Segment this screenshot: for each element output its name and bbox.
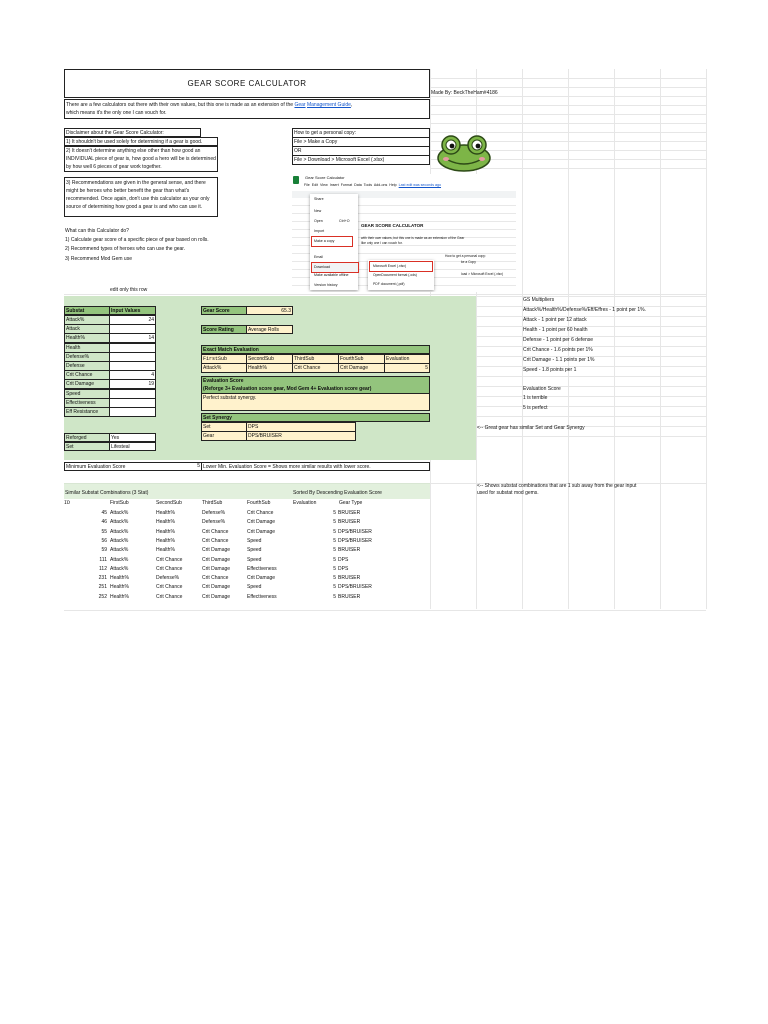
similar-cell: Crit Damage: [202, 556, 231, 563]
multipliers-title: GS Multipliers: [523, 297, 555, 303]
sheets-icon: [293, 176, 299, 184]
made-by: Made By: BeckTheHam#4186: [431, 90, 498, 96]
score-rating-label: Score Rating: [201, 325, 247, 334]
similar-cell: Speed: [247, 537, 262, 544]
substat-label: Crit Chance: [64, 370, 110, 380]
min-eval-label: Minimum Evaluation Score: [64, 462, 202, 471]
similar-cell: 56: [101, 537, 107, 544]
similar-cell: Crit Chance: [156, 593, 183, 600]
similar-note-2: used for substat mod gems.: [477, 490, 539, 496]
similar-cell: 5: [333, 593, 336, 600]
intro-suffix: , which means it's the only one I can vouch for.: [66, 102, 353, 116]
similar-cell: Crit Chance: [156, 565, 183, 572]
similar-cell: Crit Damage: [202, 565, 231, 572]
similar-cell: Health%: [110, 593, 129, 600]
exact-header-2: SecondSub: [246, 354, 293, 364]
calc-question: What can this Calculator do?: [65, 228, 129, 234]
substat-input[interactable]: [109, 407, 156, 417]
disclaimer-point-3: 3) Recommendations are given in the general sense, and there might be heroes who better benefit the gear than what's recommended. Once again, don't use this calculator as your only source of determining how good a gear is and who can use it.: [64, 177, 218, 217]
similar-row: [64, 546, 434, 555]
similar-cell: Effectiveness: [247, 565, 277, 572]
title-box: [64, 69, 430, 98]
similar-cell: BRUISER: [338, 510, 361, 516]
substat-input[interactable]: 4: [109, 370, 156, 380]
embedded-menu: File Edit View Insert Format Data Tools Add-ons Help Last edit was seconds ago: [304, 183, 442, 187]
gear-guide-link[interactable]: Gear: [294, 102, 306, 108]
similar-cell: 46: [101, 519, 107, 526]
exact-header-5: Evaluation: [384, 354, 430, 364]
synergy-note: <-- Great gear has similar Set and Gear Synergy: [477, 425, 585, 431]
similar-cell: Crit Damage: [247, 519, 276, 526]
substat-input[interactable]: 14: [109, 333, 156, 343]
similar-cell: Crit Chance: [202, 537, 229, 544]
similar-cell: Health%: [110, 584, 129, 591]
similar-row: [64, 518, 434, 527]
copy-instructions: [292, 128, 430, 168]
similar-cell: Health%: [156, 510, 175, 516]
substat-input[interactable]: 19: [109, 379, 156, 389]
similar-cell: Crit Chance: [247, 510, 274, 516]
multiplier-item: Attack%/Health%/Defense%/Eff/Effres - 1 point per 1%.: [523, 307, 646, 313]
similar-cell: 112: [99, 565, 107, 572]
multiplier-item: Health - 1 point per 60 health: [523, 327, 588, 333]
similar-cell: Attack%: [110, 528, 129, 535]
evaluation-text: Perfect substat synergy.: [201, 393, 430, 411]
similar-cell: Attack%: [110, 510, 129, 516]
embedded-mini-title: GEAR SCORE CALCULATOR: [361, 223, 424, 228]
similar-cell: Crit Chance: [156, 584, 183, 591]
gear-score-label: Gear Score: [201, 306, 247, 315]
similar-cell: Crit Damage: [202, 593, 231, 600]
similar-cell: Health%: [156, 519, 175, 526]
copy-step-2: File > Download > Microsoft Excel (.xlsx): [292, 155, 430, 165]
substat-header: Substat: [64, 306, 110, 315]
similar-cell: Health%: [156, 547, 175, 554]
multiplier-item: Crit Chance - 1.6 points per 1%: [523, 347, 593, 353]
similar-cell: 45: [101, 510, 107, 516]
synergy-set-value: DPS: [246, 422, 356, 432]
similar-cell: 5: [333, 510, 336, 516]
similar-cell: Defense%: [202, 510, 226, 516]
calc-item-1: 1) Calculate gear score of a specific piece of gear based on rolls.: [65, 237, 209, 243]
substat-label: Health: [64, 343, 110, 353]
similar-cell: Health%: [156, 528, 175, 535]
similar-cell: Attack%: [110, 565, 129, 572]
gear-guide-link-2[interactable]: Management Guide: [306, 102, 351, 108]
similar-cell: Crit Chance: [156, 556, 183, 563]
similar-cell: 5: [333, 528, 336, 535]
copy-or: OR: [292, 146, 430, 156]
similar-cell: Defense%: [202, 519, 226, 526]
similar-cell: Effectiveness: [247, 593, 277, 600]
similar-cell: Health%: [110, 575, 129, 582]
similar-cell: 252: [98, 593, 107, 600]
substat-label: Effectiveness: [64, 398, 110, 408]
embedded-doc-title: Gear Score Calculator: [305, 175, 345, 180]
similar-cell: 59: [101, 547, 107, 554]
similar-cell: BRUISER: [338, 575, 361, 582]
similar-cell: DPS/BRUISER: [338, 537, 372, 544]
similar-row: [64, 593, 434, 602]
similar-cell: BRUISER: [338, 519, 361, 526]
intro-box: [64, 99, 430, 119]
substat-input[interactable]: 24: [109, 315, 156, 325]
exact-header-4: FourthSub: [338, 354, 385, 364]
similar-cell: Speed: [247, 556, 262, 563]
substat-label: Crit Damage: [64, 379, 110, 389]
similar-row: [64, 565, 434, 574]
set-label: Set: [64, 442, 110, 451]
similar-cell: Crit Damage: [247, 528, 276, 535]
similar-row: [64, 583, 434, 592]
calc-item-3: 3) Recommend Mod Gem use: [65, 256, 132, 262]
exact-header-1: FirstSub: [201, 354, 247, 364]
similar-cell: Crit Damage: [202, 584, 231, 591]
reforged-label: Reforged: [64, 433, 110, 442]
exact-match-title: Exact Match Evaluation: [201, 345, 430, 354]
similar-cell: Crit Chance: [202, 528, 229, 535]
similar-row: [64, 537, 434, 546]
similar-title: Similar Substat Combinations (3 Stat): [65, 490, 149, 496]
similar-header-row: ID FirstSub SecondSub ThirdSub FourthSub Evaluation Gear Type: [64, 500, 363, 506]
set-synergy-title: Set Synergy: [201, 413, 430, 422]
similar-cell: Crit Damage: [202, 547, 231, 554]
similar-cell: 5: [333, 547, 336, 554]
eval-legend-5: 5 is perfect: [523, 405, 548, 411]
similar-cell: 5: [333, 565, 336, 572]
similar-cell: 231: [98, 575, 107, 582]
embedded-screenshot: Gear Score Calculator File Edit View Insert Format Data Tools Add-ons Help Last edit was seconds ago GEAR SCORE CALCULATOR with their own values, but this one is made as an extension of the Gear like only one I can vouch for. How to get a personal copy: ke a Copy load > Microsoft Excel (.xlsx) Share New Open Ctrl+O Import Make a copy Email Download Make available offline Version history Microsoft Excel (.xlsx) OpenDocument format (.ods) PDF document (.pdf): [292, 174, 516, 292]
similar-cell: Defense%: [156, 575, 180, 582]
similar-row: [64, 528, 434, 537]
similar-cell: 5: [333, 519, 336, 526]
synergy-gear-value: DPS/BRUISER: [246, 431, 356, 441]
multiplier-item: Crit Damage - 1.1 points per 1%: [523, 357, 595, 363]
multiplier-item: Attack - 1 point per 12 attack: [523, 317, 587, 323]
set-input[interactable]: Lifesteal: [109, 442, 156, 451]
input-values-header: Input Values: [109, 306, 156, 315]
similar-cell: DPS/BRUISER: [338, 528, 372, 535]
similar-cell: DPS: [338, 556, 349, 563]
embedded-file-menu: Share New Open Ctrl+O Import Make a copy Email Download Make available offline Version history: [310, 194, 358, 290]
similar-cell: Health%: [156, 537, 175, 544]
synergy-gear-label: Gear: [201, 431, 247, 441]
min-eval-value[interactable]: 5: [197, 463, 200, 469]
evaluation-score-header: Evaluation Score (Reforge 3+ Evaluation score gear, Mod Gem 4+ Evaluation score gear): [201, 376, 430, 394]
similar-cell: BRUISER: [338, 593, 361, 600]
similar-cell: 5: [333, 537, 336, 544]
similar-cell: 55: [101, 528, 107, 535]
similar-cell: 5: [333, 575, 336, 582]
similar-cell: Crit Chance: [202, 575, 229, 582]
copy-step-1: File > Make a Copy: [292, 137, 430, 147]
exact-value-2: Health%: [246, 363, 293, 373]
embedded-download-menu: Microsoft Excel (.xlsx) OpenDocument format (.ods) PDF document (.pdf): [368, 260, 434, 290]
substat-label: Speed: [64, 389, 110, 399]
sorted-note: Sorted By Descending Evaluation Score: [293, 490, 382, 496]
exact-header-3: ThirdSub: [292, 354, 339, 364]
similar-cell: Attack%: [110, 519, 129, 526]
gear-score-value: 65.3: [246, 306, 293, 315]
similar-note-1: <-- Shows substat combinations that are 1 sub away from the gear input: [477, 483, 637, 489]
similar-row: [64, 574, 434, 583]
similar-cell: Attack%: [110, 537, 129, 544]
disclaimer-title: Disclaimer about the Gear Score Calculator:: [64, 128, 201, 137]
substat-label: Defense: [64, 361, 110, 371]
frog-icon: [434, 130, 494, 172]
eval-legend-1: 1 is terrible: [523, 395, 548, 401]
score-rating-value: Average Rolls: [246, 325, 293, 334]
similar-cell: 251: [98, 584, 107, 591]
similar-cell: 111: [99, 556, 107, 563]
similar-cell: Crit Damage: [247, 575, 276, 582]
calc-item-2: 2) Recommend types of heroes who can use the gear.: [65, 246, 186, 252]
substat-label: Health%: [64, 333, 110, 343]
similar-cell: DPS: [338, 565, 349, 572]
substat-label: Eff Resistance: [64, 407, 110, 417]
disclaimer-point-2: 2) It doesn't determine anything else other than how good an INDIVIDUAL piece of gear is, how good a hero will be is determined by how well 6 pieces of gear work together.: [64, 146, 218, 172]
multiplier-item: Defense - 1 point per 6 defense: [523, 337, 594, 343]
synergy-set-label: Set: [201, 422, 247, 432]
disclaimer-section: [64, 128, 284, 218]
similar-cell: 5: [333, 556, 336, 563]
copy-title: How to get a personal copy:: [292, 128, 430, 138]
substat-label: Attack: [64, 324, 110, 334]
similar-cell: DPS/BRUISER: [338, 584, 372, 591]
similar-cell: Attack%: [110, 556, 129, 563]
exact-value-5: 5: [384, 363, 430, 373]
eval-legend-title: Evaluation Score: [523, 386, 561, 392]
intro-text: There are a few calculators out there with their own values, but this one is made as an extension of the: [66, 102, 294, 108]
similar-cell: 5: [333, 584, 336, 591]
disclaimer-point-1: 1) It shouldn't be used solely for determining if a gear is good.: [64, 137, 218, 146]
edit-note: edit only this row: [110, 287, 148, 293]
exact-value-4: Crit Damage: [338, 363, 385, 373]
similar-row: [64, 556, 434, 565]
similar-cell: Attack%: [110, 547, 129, 554]
page-title: GEAR SCORE CALCULATOR: [187, 79, 307, 88]
similar-cell: Speed: [247, 547, 262, 554]
substat-label: Attack%: [64, 315, 110, 325]
similar-cell: Speed: [247, 584, 262, 591]
reforged-input[interactable]: Yes: [109, 433, 156, 442]
substat-label: Defense%: [64, 352, 110, 362]
similar-cell: BRUISER: [338, 547, 361, 554]
similar-row: [64, 509, 434, 518]
exact-value-1: Attack%: [201, 363, 247, 373]
multiplier-item: Speed - 1.8 points per 1: [523, 367, 577, 373]
exact-value-3: Crit Chance: [292, 363, 339, 373]
min-eval-note: Lower Min. Evaluation Score = Shows more similar results with lower score.: [201, 462, 430, 471]
